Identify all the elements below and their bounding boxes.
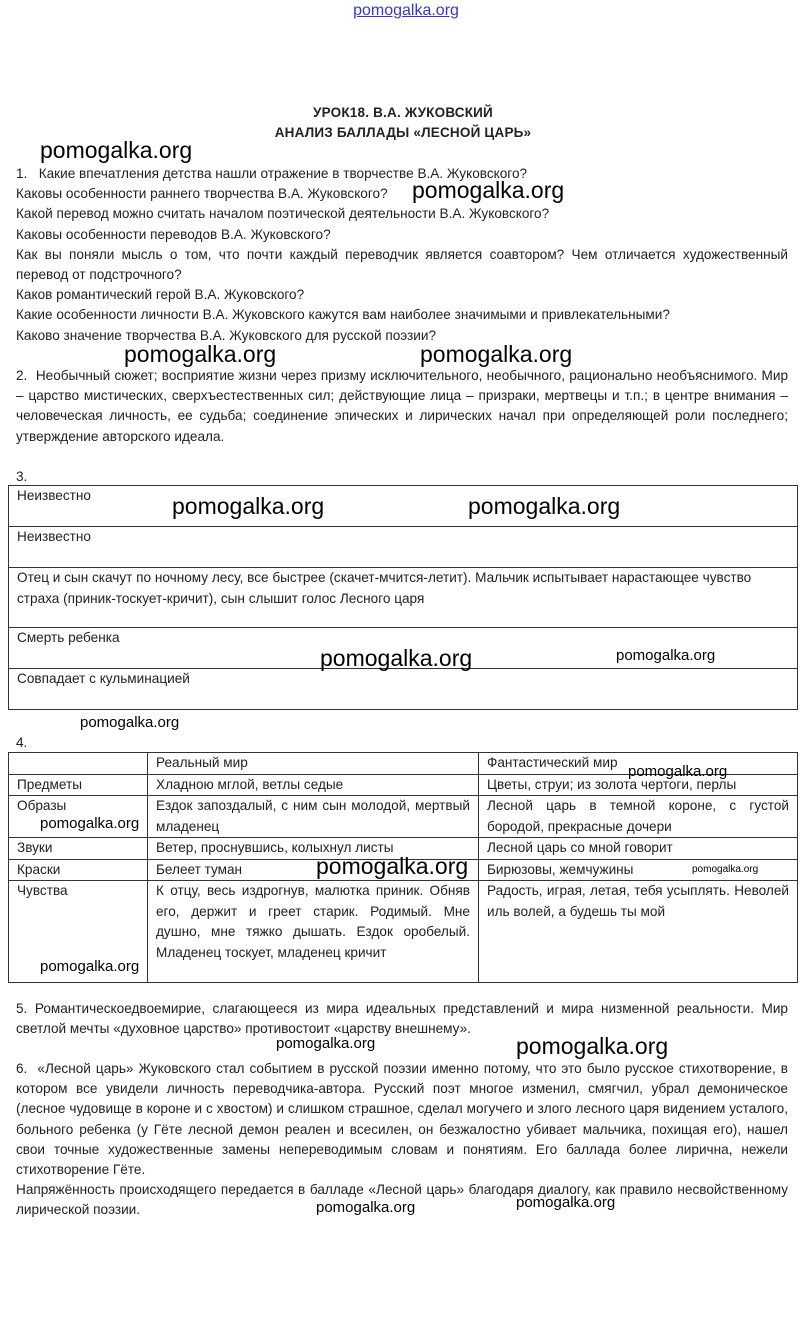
section-5	[16, 999, 788, 1039]
watermark: pomogalka.org	[316, 1199, 416, 1216]
row-label: Краски	[9, 859, 148, 881]
watermark: pomogalka.org	[40, 137, 193, 163]
table-cell: Совпадает с кульминацией	[9, 669, 798, 710]
watermark: pomogalka.org	[516, 1033, 669, 1059]
table-cell: Отец и сын скачут по ночному лесу, все быстрее (скачет-мчится-летит). Мальчик испытывает нарастающее чувство страха (приник-тоскует-кричит), сын слышит голос Лесного царя	[9, 568, 798, 628]
section-1	[16, 164, 788, 346]
section-2-number: 2.	[16, 368, 28, 383]
watermark: pomogalka.org	[276, 1035, 376, 1052]
watermark: pomogalka.org	[316, 853, 469, 879]
row-label: Образы	[9, 796, 148, 838]
fantasy-world-cell: Цветы, струи; из золота чертоги, перлы	[479, 774, 798, 796]
question-1: Какие впечатления детства нашли отражение в творчестве В.А. Жуковского?	[38, 166, 528, 181]
watermark: pomogalka.org	[40, 815, 140, 832]
site-header-link[interactable]: pomogalka.org	[353, 2, 459, 19]
question-7: Какие особенности личности В.А. Жуковского кажутся вам наиболее значимыми и привлекательными?	[16, 307, 670, 323]
question-6: Каков романтический герой В.А. Жуковского?	[16, 287, 305, 303]
question-2: Каковы особенности раннего творчества В.А. Жуковского?	[16, 186, 388, 202]
table-row	[9, 568, 798, 628]
question-3: Какой перевод можно считать началом поэтической деятельности В.А. Жуковского?	[16, 206, 550, 222]
section-5-text: Романтическоедвоемирие, слагающееся из мира идеальных представлений и мира низменной реальности. Мир светлой мечты «духовное царство» противостоит «царству внешнему».	[16, 1001, 788, 1037]
real-world-cell: Ездок запоздалый, с ним сын молодой, мертвый младенец	[148, 796, 479, 838]
watermark: pomogalka.org	[124, 341, 277, 367]
real-world-cell: К отцу, весь издрогнув, малютка приник. Обняв его, держит и греет старик. Родимый. Мне душно, мне тяжко дышать. Ездок оробелый. Младенец тоскует, младенец кричит	[148, 881, 479, 983]
section-1-number: 1.	[16, 166, 28, 181]
table-row	[9, 527, 798, 568]
fantasy-world-cell: Лесной царь в темной короне, с густой бородой, прекрасные дочери	[479, 796, 798, 838]
watermark: pomogalka.org	[628, 763, 728, 780]
watermark: pomogalka.org	[172, 493, 325, 519]
section-6-text: «Лесной царь» Жуковского стал событием в русской поэзии именно потому, что это было русское стихотворение, в котором все увидели личность переводчика-автора. Русский поэт многое изменил, смягчил, убрал демоническое (лесное чудовище в короне и с хвостом) и слишком страшное, сделал могучего и злого лесного царя видением усталого, больного ребенка (у Гёте лесной демон реален и всесилен, он безжалостно убивает мальчика, похищая его), нашел свои точные художественные замены непереводимым словам и понятиям. Его баллада более лирична, нежели стихотворение Гёте.	[16, 1061, 788, 1178]
row-label: Чувства	[9, 881, 148, 983]
section-6-text-2: Напряжённость происходящего передается в балладе «Лесной царь» благодаря диалогу, как правило несвойственному лирической поэзии.	[16, 1182, 788, 1218]
real-world-cell: Белеет туман	[148, 859, 479, 881]
composition-table	[8, 485, 798, 710]
question-5: Как вы поняли мысль о том, что почти каждый переводчик является соавтором? Чем отличается художественный перевод от подстрочного?	[16, 246, 788, 283]
table-header-cell	[9, 753, 148, 775]
table-header-cell: Реальный мир	[148, 753, 479, 775]
table-header-cell: Фантастический мир	[479, 753, 798, 775]
question-8: Каково значение творчества В.А. Жуковского для русской поэзии?	[16, 327, 437, 343]
section-6-number: 6.	[16, 1061, 28, 1076]
watermark: pomogalka.org	[616, 647, 716, 664]
lesson-subtitle: АНАЛИЗ БАЛЛАДЫ «ЛЕСНОЙ ЦАРЬ»	[274, 125, 532, 140]
section-6	[16, 1059, 788, 1221]
lesson-title: УРОК18. В.А. ЖУКОВСКИЙ	[313, 105, 493, 120]
fantasy-world-cell: Лесной царь со мной говорит	[479, 838, 798, 860]
table-cell: Неизвестно	[9, 486, 798, 527]
section-4-number: 4.	[16, 735, 28, 750]
table-row	[9, 669, 798, 710]
real-world-cell: Ветер, проснувшись, колыхнул листы	[148, 838, 479, 860]
watermark: pomogalka.org	[420, 341, 573, 367]
table-cell: Смерть ребенка	[9, 628, 798, 669]
real-world-cell: Хладною мглой, ветлы седые	[148, 774, 479, 796]
section-2-text: Необычный сюжет; восприятие жизни через призму исключительного, необычного, рационально необъяснимого. Мир – царство мистических, сверхъестественных сил; действующие лица – призраки, мертвецы и т.п.; в центре внимания – человеческая личность, ее судьба; соединение эпических и лирических начал при определяющей роли последнего; утверждение авторского идеала.	[16, 368, 788, 444]
fantasy-world-cell: Бирюзовы, жемчужины	[479, 859, 798, 881]
question-4: Каковы особенности переводов В.А. Жуковского?	[16, 226, 331, 242]
section-5-number: 5.	[16, 1001, 28, 1016]
fantasy-world-cell: Радость, играя, летая, тебя усыплять. Неволей иль волей, а будешь ты мой	[479, 881, 798, 983]
watermark: pomogalka.org	[516, 1194, 616, 1211]
watermark: pomogalka.org	[320, 645, 473, 671]
section-2	[16, 366, 788, 447]
watermark: pomogalka.org	[468, 493, 621, 519]
watermark: pomogalka.org	[692, 864, 759, 875]
table-cell: Неизвестно	[9, 527, 798, 568]
watermark: pomogalka.org	[412, 177, 565, 203]
row-label: Предметы	[9, 774, 148, 796]
table-row	[9, 486, 798, 527]
watermark: pomogalka.org	[40, 958, 140, 975]
section-3-number: 3.	[16, 469, 28, 484]
watermark: pomogalka.org	[80, 714, 180, 731]
row-label: Звуки	[9, 838, 148, 860]
